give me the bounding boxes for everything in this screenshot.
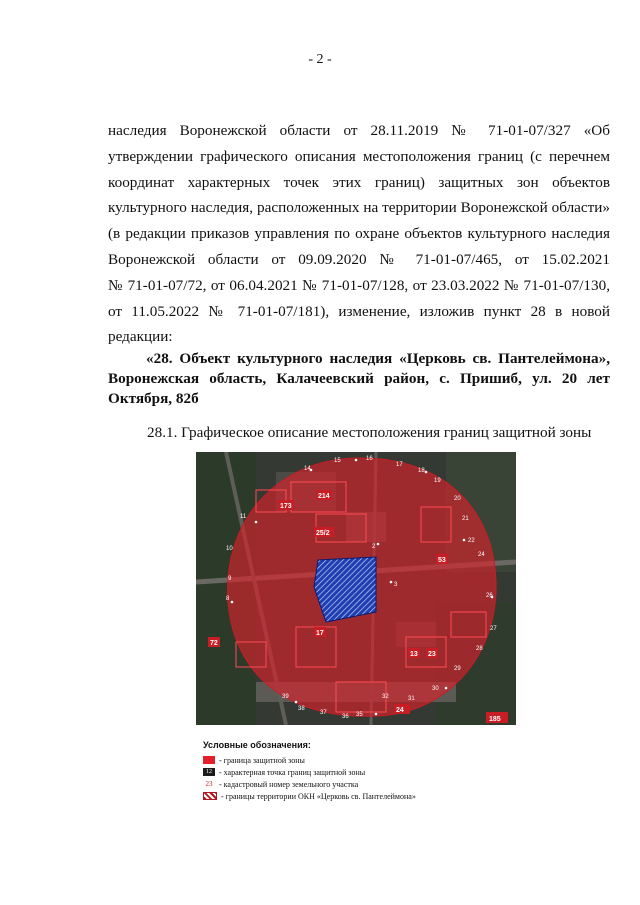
hatch-swatch-icon — [203, 792, 217, 800]
point-label: 16 — [366, 456, 373, 462]
point-label: 37 — [320, 710, 327, 716]
cadastral-label: 185 — [489, 716, 501, 723]
paragraph-line: утверждении графического описания местоположения границ (с перечнем — [108, 147, 610, 165]
cadastral-label: 173 — [280, 503, 292, 510]
legend-item — [203, 790, 523, 802]
paragraph-line: наследия Воронежской области от 28.11.2019 № 71-01-07/327 «Об — [108, 122, 610, 139]
cadastral-label: 24 — [396, 707, 404, 714]
point-label: 39 — [282, 694, 289, 700]
paragraph-line: Воронежской области от 09.09.2020 № 71-01-07/465, от 15.02.2021 — [108, 250, 610, 268]
point-label: 31 — [408, 696, 415, 702]
heritage-object-boundary — [314, 557, 376, 622]
section-subheading: 28.1. Графическое описание местоположения границ защитной зоны — [147, 424, 592, 441]
map-legend — [203, 740, 523, 802]
point-label: 38 — [298, 706, 305, 712]
legend-item — [203, 778, 523, 790]
point-label: 18 — [418, 468, 425, 474]
cadastral-label: 25/2 — [316, 530, 330, 537]
paragraph-line: от 11.05.2022 № 71-01-07/181), изменение, изложив пункт 28 в новой — [108, 302, 610, 320]
paragraph-line: (в редакции приказов управления по охране объектов культурного наследия — [108, 225, 610, 243]
paragraph-line: редакции: — [108, 328, 173, 346]
point-label: 35 — [356, 712, 363, 718]
point-label: 30 — [432, 686, 439, 692]
cadastral-label: 17 — [316, 630, 324, 637]
point-label: 29 — [454, 666, 461, 672]
point-label: 9 — [228, 576, 232, 582]
cadastral-swatch-icon: 23 — [205, 780, 213, 788]
point-label: 8 — [226, 596, 230, 602]
point-label: 28 — [476, 646, 483, 652]
paragraph-line: культурного наследия, расположенных на территории Воронежской области» — [108, 199, 610, 217]
point-label: 21 — [462, 516, 469, 522]
cadastral-label: 214 — [318, 493, 330, 500]
point-label: 2 — [372, 544, 376, 550]
point-label: 32 — [382, 694, 389, 700]
legend-text: - характерная точка границ защитной зоны — [219, 767, 366, 777]
heading-line: Воронежская область, Калачеевский район, с. Пришиб, ул. 20 лет — [108, 370, 610, 387]
legend-text: - границы территории ОКН «Церковь св. Пантелеймона» — [221, 791, 416, 801]
point-swatch-icon: 12 — [203, 768, 215, 776]
point-label: 26 — [486, 593, 493, 599]
heading-line: «28. Объект культурного наследия «Церковь св. Пантелеймона», — [146, 350, 610, 367]
cadastral-label: 53 — [438, 557, 446, 564]
legend-title: Условные обозначения: — [203, 740, 311, 750]
point-label: 15 — [334, 458, 341, 464]
point-label: 11 — [240, 514, 247, 520]
zone-swatch-icon — [203, 756, 215, 764]
point-label: 3 — [394, 582, 398, 588]
satellite-map-image — [196, 452, 516, 725]
page-number: - 2 - — [308, 52, 332, 67]
point-label: 17 — [396, 462, 403, 468]
cadastral-label: 23 — [428, 651, 436, 658]
paragraph-line: № 71-01-07/72, от 06.04.2021 № 71-01-07/128, от 23.03.2022 № 71-01-07/130, — [108, 276, 610, 294]
cadastral-label: 72 — [210, 640, 218, 647]
legend-item — [203, 766, 523, 778]
point-label: 10 — [226, 546, 233, 552]
point-label: 20 — [454, 496, 461, 502]
point-label: 36 — [342, 714, 349, 720]
heading-line: Октября, 82б — [108, 390, 199, 407]
protection-zone-map — [196, 452, 516, 725]
legend-text: - кадастровый номер земельного участка — [219, 779, 359, 789]
body-paragraph — [108, 118, 610, 350]
point-label: 19 — [434, 478, 441, 484]
point-label: 14 — [304, 466, 311, 472]
paragraph-line: координат характерных точек этих границ) защитных зон объектов — [108, 173, 610, 191]
legend-text: - граница защитной зоны — [219, 755, 305, 765]
point-label: 22 — [468, 538, 475, 544]
point-label: 24 — [478, 552, 485, 558]
legend-item — [203, 754, 523, 766]
point-label: 27 — [490, 626, 497, 632]
cadastral-label: 13 — [410, 651, 418, 658]
object-heading — [108, 349, 610, 409]
